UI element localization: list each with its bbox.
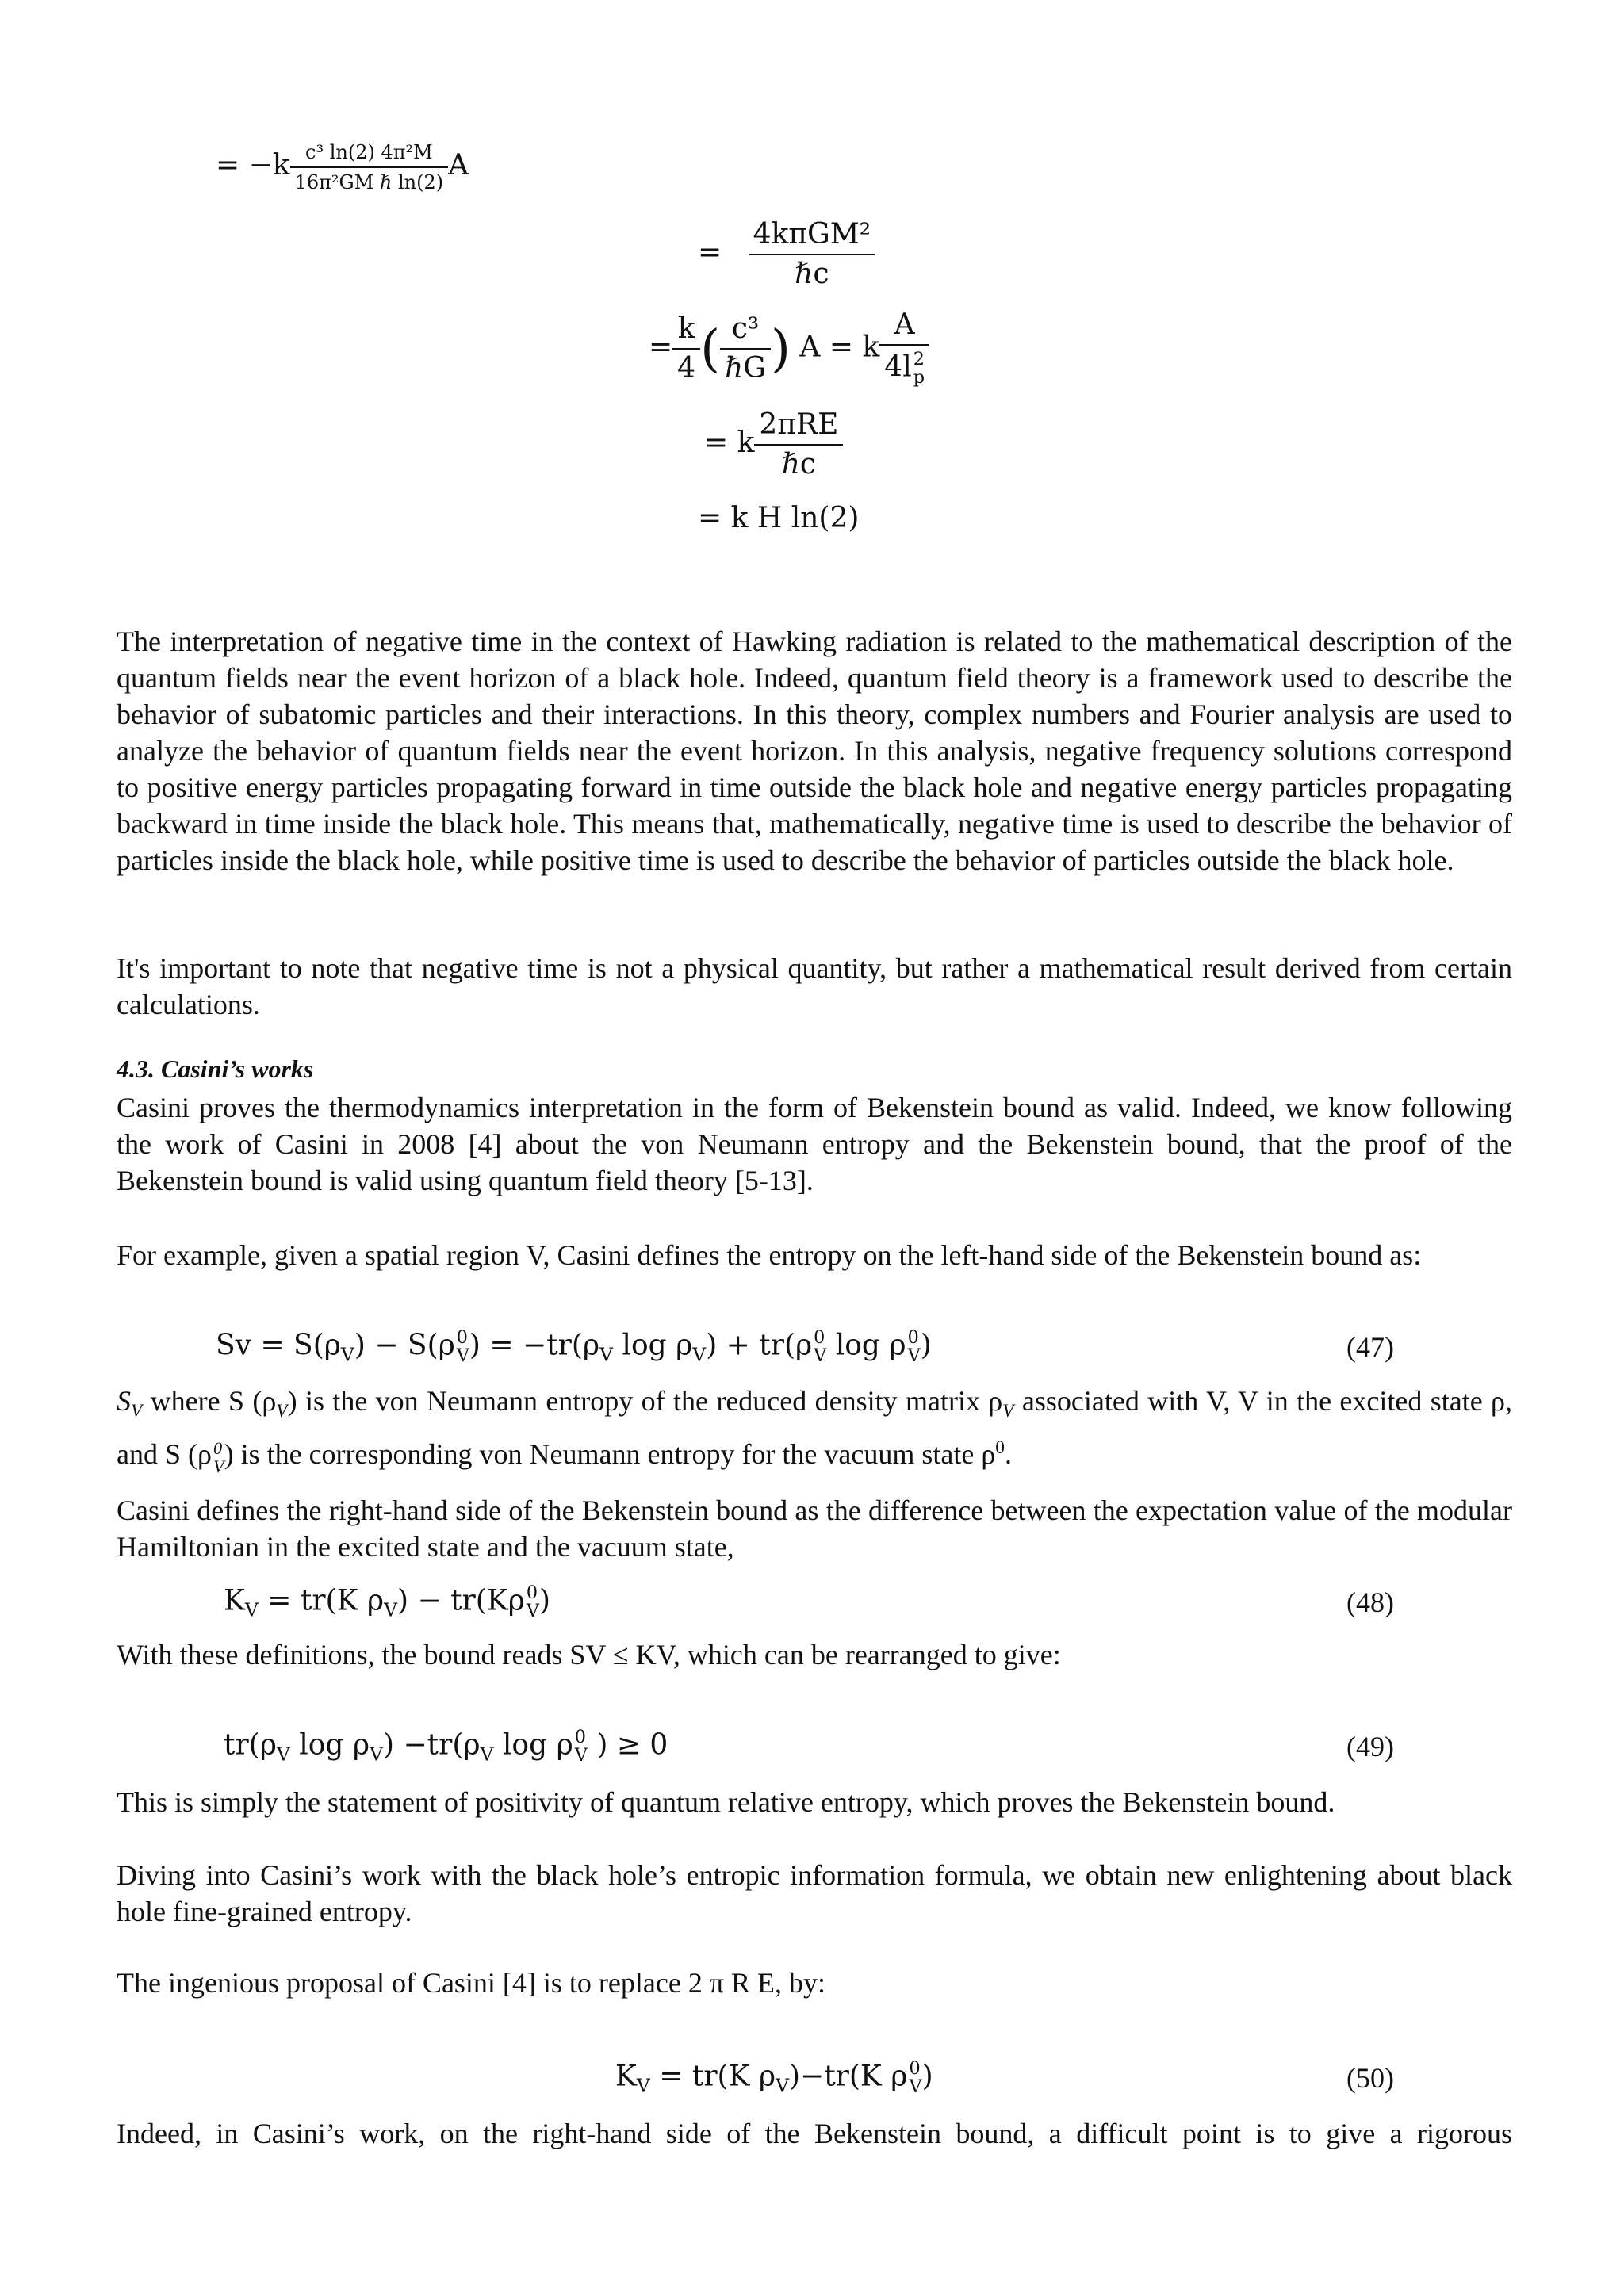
line3-k-den: 4 (677, 352, 696, 385)
line3-mid: A = k (799, 331, 880, 364)
eq50-part-c: )−tr(K ρ (789, 2060, 908, 2093)
eq47-sup-0a: 0 (456, 1327, 468, 1348)
line3-lead: = (649, 331, 673, 364)
line1-denominator: 16π²GM ℏ ln(2) (294, 171, 444, 193)
eq48-part-d: ) (539, 1584, 551, 1617)
eq47-sub-v2: V (456, 1345, 469, 1367)
line2-lead: = (698, 236, 722, 269)
derivation-line-3 (649, 308, 929, 388)
equation-48 (224, 1584, 550, 1621)
eq49-sup-0: 0 (574, 1727, 586, 1747)
eq47-part-d: log ρ (612, 1329, 693, 1362)
eq49-part-c: ) −tr(ρ (383, 1728, 481, 1762)
paren-open: ( (700, 320, 721, 379)
line4-lead: = k (704, 427, 755, 459)
eq47-part-e: ) + tr(ρ (706, 1329, 813, 1362)
eq47-sup-0c: 0 (907, 1327, 919, 1348)
line4-denominator: ℏc (781, 448, 817, 480)
p5-sub-v3: V (213, 1456, 224, 1476)
line3-c-den: ℏG (725, 352, 766, 385)
p5-part-a: where S (ρ (142, 1385, 277, 1417)
eq50-part-b: = tr(K ρ (649, 2060, 776, 2093)
p5-part-c: associated with V, V in the excited state ρ, and S (ρ (117, 1385, 1513, 1471)
eq50-part-d: ) (921, 2060, 933, 2093)
sv-symbol (117, 1385, 143, 1422)
eq50-sub-v1: V (636, 2074, 650, 2097)
eq49-part-b: log ρ (289, 1728, 370, 1762)
line3-a-den (879, 346, 929, 388)
eq47-sub-v3: V (599, 1343, 613, 1366)
p5-sub-v1: V (276, 1401, 288, 1422)
eq48-sub-v1: V (244, 1598, 259, 1621)
line2-numerator: 4kπGM² (749, 220, 875, 255)
eq47-sub-v1: V (340, 1343, 354, 1366)
p5-part-b: ) is the von Neumann entropy of the reduced density matrix ρ (287, 1385, 1003, 1417)
eq49-sub-v3: V (480, 1743, 494, 1766)
line3-a-fraction (879, 308, 929, 388)
eq48-part-b: = tr(K ρ (258, 1584, 385, 1617)
equation-49 (224, 1728, 668, 1766)
p5-sub-v2: V (1002, 1401, 1014, 1422)
paragraph-bound-reads: With these definitions, the bound reads SV ≤ KV, which can be rearranged to give: (117, 1639, 1061, 1670)
eq47-sup-0b: 0 (814, 1327, 825, 1348)
eq48-part-c: ) − tr(Kρ (397, 1584, 525, 1617)
eq47-sub-v4: V (692, 1343, 707, 1366)
derivation-line-4 (704, 408, 843, 480)
eq49-sub-v1: V (276, 1743, 290, 1766)
eq49-part-d: log ρ (493, 1728, 573, 1762)
p5-sup-0: 0 (213, 1437, 223, 1458)
eq50-part-a: K (615, 2060, 637, 2093)
paragraph-ingenious-proposal: The ingenious proposal of Casini [4] is to replace 2 π R E, by: (117, 1967, 826, 1999)
line3-k-fraction (672, 312, 700, 385)
p5-rho-sup: 0 (995, 1437, 1005, 1459)
equation-number-48: (48) (1346, 1586, 1394, 1618)
eq47-part-b: ) − S(ρ (354, 1329, 455, 1362)
line3-c-fraction (720, 312, 771, 385)
paragraph-sv-definition: $S_V$ where S $(\rho_V)$ is the von Neumann entropy of the reduced density matrix $\rho_V$ associated with V, V in the excited state ρ, and S (ρ 0 V ) is the corresponding von Neumann entropy for the vacuum state $\rho^0$. (117, 1385, 1513, 1476)
eq47-part-f: log ρ (826, 1329, 906, 1362)
eq49-sub-v4: V (574, 1745, 588, 1766)
equation-number-49: (49) (1346, 1731, 1394, 1762)
line3-a-num: A (879, 311, 929, 346)
eq49-part-e: ) ≥ 0 (587, 1728, 668, 1762)
sv-sub: V (131, 1401, 143, 1422)
line3-k-num: k (672, 315, 700, 350)
derivation-line-1 (216, 143, 469, 192)
section-heading: 4.3. Casini’s works (117, 1054, 314, 1083)
eq47-sub-v5: V (814, 1345, 827, 1367)
paren-close: ) (771, 320, 791, 379)
paragraph-negative-time: The interpretation of negative time in the context of Hawking radiation is related to the mathematical description of the quantum fields near the event horizon of a black hole. Indeed, quantum field theory is a framework used to describe the behavior of subatomic particles and their interactions. In this theory, complex numbers and Fourier analysis are used to analyze the behavior of quantum fields near the event horizon. In this analysis, negative frequency solutions correspond to positive energy particles propagating forward in time outside the black hole and negative energy particles propagating backward in time inside the black hole. This means that, mathematically, negative time is used to describe the behavior of particles inside the black hole, while positive time is used to describe the behavior of particles outside the black hole. (117, 626, 1512, 876)
eq49-sub-v2: V (370, 1743, 383, 1766)
eq47-part-c: ) = −tr(ρ (469, 1329, 600, 1362)
p5-part-d: ) is the corresponding von Neumann entropy for the vacuum state ρ (224, 1438, 996, 1471)
line3-a-den-base: 4l (884, 350, 912, 384)
line4-numerator: 2πRE (754, 411, 843, 446)
line2-denominator: ℏc (795, 258, 829, 290)
line2-fraction (749, 220, 875, 289)
line4-fraction (754, 408, 843, 480)
line1-numerator: c³ ln(2) 4π²M (290, 143, 449, 168)
equation-47 (216, 1329, 932, 1366)
derivation-line-2 (698, 220, 875, 289)
line3-a-den-sub: p (913, 367, 925, 388)
eq48-part-a: K (224, 1584, 245, 1617)
eq47-sub-v6: V (907, 1345, 921, 1367)
line1-tail: A (448, 149, 469, 182)
eq50-sub-v3: V (909, 2076, 922, 2098)
equation-number-50: (50) (1346, 2062, 1394, 2094)
line3-c-num: c³ (720, 315, 771, 350)
eq47-part-g: ) (920, 1329, 932, 1362)
eq48-sup-0: 0 (526, 1582, 538, 1603)
line3-a-den-sup: 2 (913, 349, 925, 369)
equation-50 (615, 2060, 933, 2097)
eq48-sub-v2: V (384, 1598, 397, 1621)
equation-number-47: (47) (1346, 1331, 1394, 1363)
paragraph-positivity: This is simply the statement of positivity of quantum relative entropy, which proves the Bekenstein bound. (117, 1786, 1335, 1818)
paragraph-for-example: For example, given a spatial region V, Casini defines the entropy on the left-hand side of the Bekenstein bound as: (117, 1239, 1422, 1271)
line1-lead: = −k (216, 149, 290, 182)
sv-s: S (117, 1385, 131, 1417)
paragraph-right-hand-side: Casini defines the right-hand side of the Bekenstein bound as the difference between the expectation value of the modular Hamiltonian in the excited state and the vacuum state, (117, 1494, 1512, 1563)
eq48-sub-v3: V (526, 1601, 539, 1622)
paragraph-casini-proves: Casini proves the thermodynamics interpretation in the form of Bekenstein bound as valid. Indeed, we know following the work of Casini in 2008 [4] about the von Neumann entropy and the Bekenstein bound, that the proof of the Bekenstein bound is valid using quantum field theory [5-13]. (117, 1092, 1512, 1196)
paragraph-indeed-casini: Indeed, in Casini’s work, on the right-hand side of the Bekenstein bound, a difficult point is to give a rigorous (117, 2118, 1512, 2149)
eq49-part-a: tr(ρ (224, 1728, 277, 1762)
eq50-sub-v2: V (776, 2074, 789, 2097)
paragraph-note: It's important to note that negative time is not a physical quantity, but rather a mathematical result derived from certain calculations. (117, 952, 1512, 1020)
eq50-sup-0: 0 (909, 2058, 921, 2079)
line1-fraction (290, 143, 449, 192)
derivation-line-5: = k H ln(2) (698, 502, 860, 534)
paragraph-diving: Diving into Casini’s work with the black hole’s entropic information formula, we obtain new enlightening about black hole fine-grained entropy. (117, 1859, 1512, 1927)
eq47-part-a: Sv = S(ρ (216, 1329, 341, 1362)
